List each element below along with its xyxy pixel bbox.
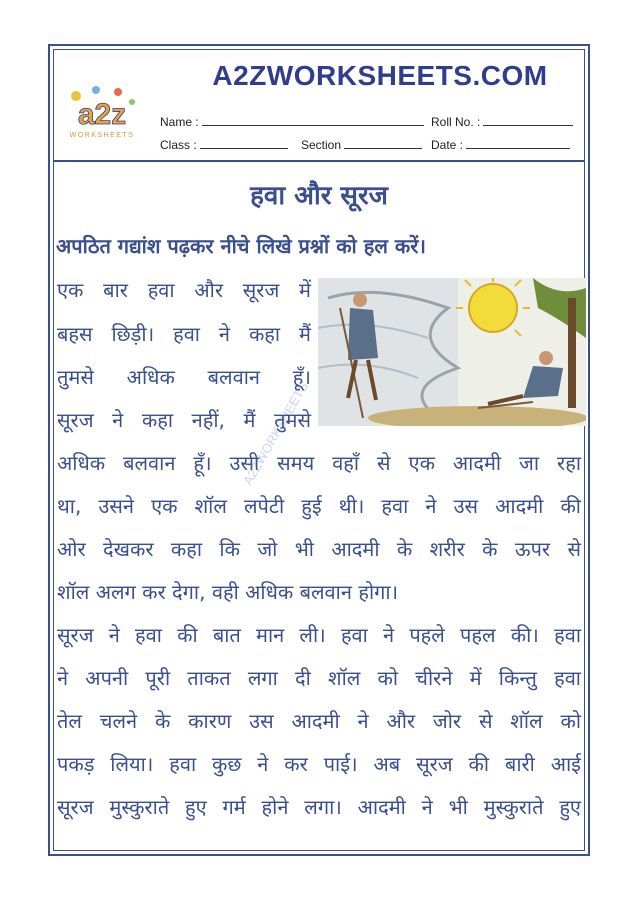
- date-blank[interactable]: [466, 137, 570, 149]
- passage-line-5: अधिक बलवान हूँ। उसी समय वहाँ से एक आदमी जा रहा: [57, 451, 581, 475]
- passage-line-12: पकड़ लिया। हवा कुछ ने कर पाई। अब सूरज की बारी आई: [57, 752, 581, 776]
- roll-number-blank[interactable]: [483, 114, 573, 126]
- header-divider: [53, 160, 585, 162]
- passage-line-7: ओर देखकर कहा कि जो भी आदमी के शरीर के ऊपर से: [57, 537, 581, 561]
- passage-line-13: सूरज मुस्कुराते हुए गर्म होने लगा। आदमी ने भी मुस्कुराते हुए: [57, 795, 581, 819]
- passage-line-3: तुमसे अधिक बलवान हूँ।: [57, 365, 311, 389]
- svg-text:a2z: a2z: [77, 98, 127, 131]
- date-field[interactable]: Date :: [431, 137, 570, 152]
- class-field[interactable]: Class :: [160, 137, 288, 152]
- instruction-text: अपठित गद्यांश पढ़कर नीचे लिखे प्रश्नों को हल करें।: [56, 234, 426, 258]
- site-title: A2ZWORKSHEETS.COM: [212, 60, 548, 91]
- name-blank[interactable]: [202, 114, 424, 126]
- passage-line-9: सूरज ने हवा की बात मान ली। हवा ने पहले पहल की। हवा: [57, 623, 581, 647]
- passage-line-8: शॉल अलग कर देगा, वही अधिक बलवान होगा।: [57, 580, 399, 604]
- passage-line-10: ने अपनी पूरी ताकत लगा दी शॉल को चीरने में किन्तु हवा: [57, 666, 581, 690]
- section-blank[interactable]: [344, 137, 422, 149]
- section-field[interactable]: Section: [301, 137, 422, 152]
- name-field[interactable]: Name :: [160, 114, 424, 129]
- svg-text:WORKSHEETS: WORKSHEETS: [69, 132, 135, 139]
- a2z-logo: [60, 80, 144, 142]
- worksheet-title: हवा और सूरज: [250, 181, 388, 211]
- passage-line-6: था, उसने एक शॉल लपेटी हुई थी। हवा ने उस आदमी की: [57, 494, 581, 518]
- class-blank[interactable]: [200, 137, 288, 149]
- passage-line-1: एक बार हवा और सूरज में: [57, 278, 311, 302]
- passage-line-4: सूरज ने कहा नहीं, मैं तुमसे: [57, 408, 311, 432]
- passage-line-11: तेल चलने के कारण उस आदमी ने और जोर से शॉल को: [57, 709, 581, 733]
- watermark: A2ZWORKSHEETS: [240, 379, 312, 488]
- roll-number-field[interactable]: Roll No. :: [431, 114, 573, 129]
- passage-line-2: बहस छिड़ी। हवा ने कहा मैं: [57, 322, 311, 346]
- wind-and-sun-illustration: [318, 278, 586, 426]
